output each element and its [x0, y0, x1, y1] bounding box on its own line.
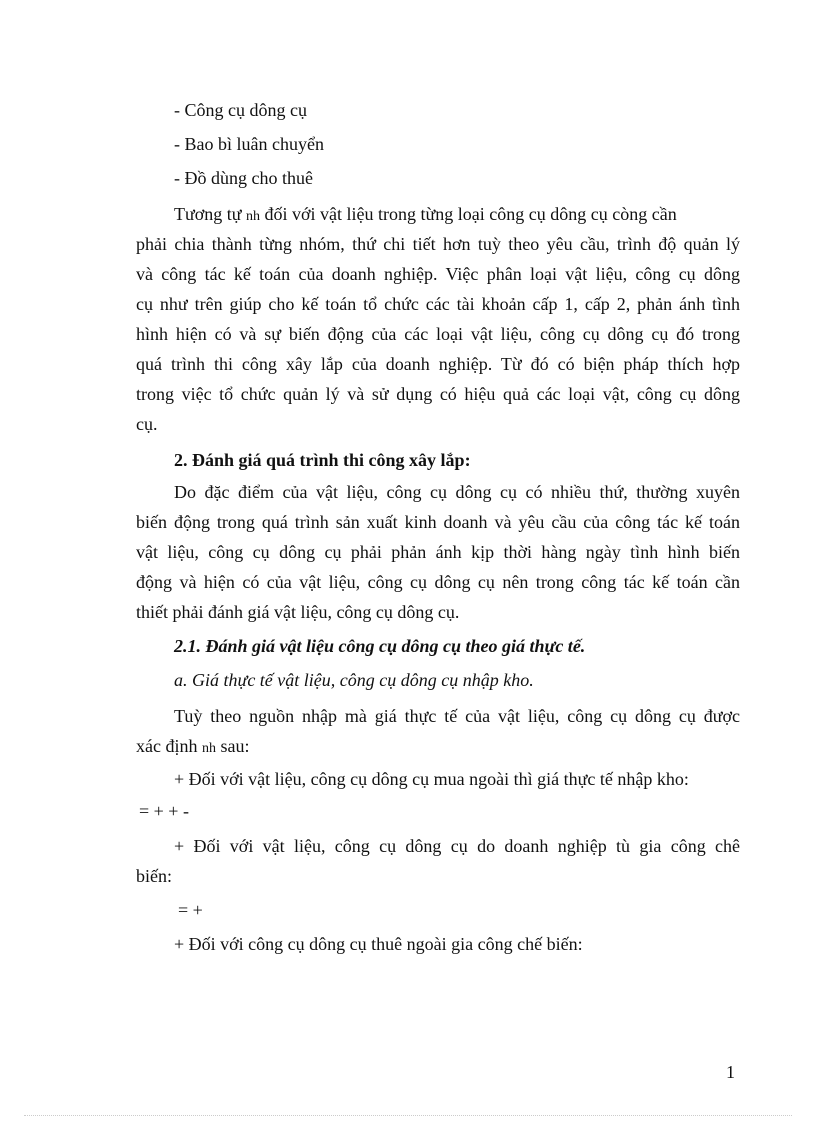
- paragraph-line: cụ như trên giúp cho kế toán tổ chức các tài khoản cấp 1, cấp 2, phản ánh tình: [136, 294, 740, 314]
- paragraph-text: nh: [246, 209, 261, 224]
- paragraph-text: nh: [201, 741, 216, 756]
- page-divider: [24, 1115, 792, 1116]
- subsubsection-heading: a. Giá thực tế vật liệu, công cụ dông cụ nhập kho.: [174, 670, 534, 690]
- paragraph-line: cụ.: [136, 414, 158, 434]
- list-item: - Bao bì luân chuyển: [174, 134, 324, 154]
- paragraph-line: và công tác kế toán của doanh nghiệp. Việc phân loại vật liệu, công cụ dông: [136, 264, 740, 284]
- paragraph-line: Do đặc điểm của vật liệu, công cụ dông cụ có nhiều thứ, thường xuyên: [174, 482, 740, 502]
- list-item: + Đối với công cụ dông cụ thuê ngoài gia công chế biến:: [174, 934, 583, 954]
- paragraph-line: thiết phải đánh giá vật liệu, công cụ dông cụ.: [136, 602, 460, 622]
- paragraph-line: phải chia thành từng nhóm, thứ chi tiết hơn tuỳ theo yêu cầu, trình độ quản lý: [136, 234, 740, 254]
- paragraph-text: đối với vật liệu trong từng loại công cụ dông cụ còng cần: [264, 204, 677, 224]
- list-item: biến:: [136, 866, 172, 886]
- list-item: - Đồ dùng cho thuê: [174, 168, 313, 188]
- subsection-heading: 2.1. Đánh giá vật liệu công cụ dông cụ theo giá thực tế.: [174, 636, 586, 656]
- paragraph-text: Tương tự: [174, 204, 242, 224]
- list-item: - Công cụ dông cụ: [174, 100, 307, 120]
- paragraph-line: vật liệu, công cụ dông cụ phải phản ánh kịp thời hàng ngày tình hình biến: [136, 542, 740, 562]
- paragraph-line: [174, 203, 677, 228]
- paragraph-line: [136, 735, 249, 760]
- paragraph-line: biến động trong quá trình sản xuất kinh doanh và yêu cầu của công tác kế toán: [136, 512, 740, 532]
- paragraph-text: sau:: [220, 736, 250, 756]
- formula: = +: [178, 900, 203, 920]
- paragraph-line: trong việc tổ chức quản lý và sử dụng có hiệu quả các loại vật, công cụ dông: [136, 384, 740, 404]
- paragraph-line: hình hiện có và sự biến động của các loại vật liệu, công cụ dông cụ đó trong: [136, 324, 740, 344]
- list-item: + Đối với vật liệu, công cụ dông cụ do doanh nghiệp tù gia công chê: [174, 836, 740, 856]
- list-item: + Đối với vật liệu, công cụ dông cụ mua ngoài thì giá thực tế nhập kho:: [174, 769, 689, 789]
- paragraph-line: Tuỳ theo nguồn nhập mà giá thực tế của vật liệu, công cụ dông cụ được: [174, 706, 740, 726]
- paragraph-text: xác định: [136, 736, 198, 756]
- section-heading: 2. Đánh giá quá trình thi công xây lắp:: [174, 450, 471, 470]
- paragraph-line: quá trình thi công xây lắp của doanh nghiệp. Từ đó có biện pháp thích hợp: [136, 354, 740, 374]
- page-number: 1: [726, 1062, 735, 1082]
- paragraph-line: động và hiện có của vật liệu, công cụ dông cụ nên trong công tác kế toán cần: [136, 572, 740, 592]
- formula: = + + -: [139, 801, 189, 821]
